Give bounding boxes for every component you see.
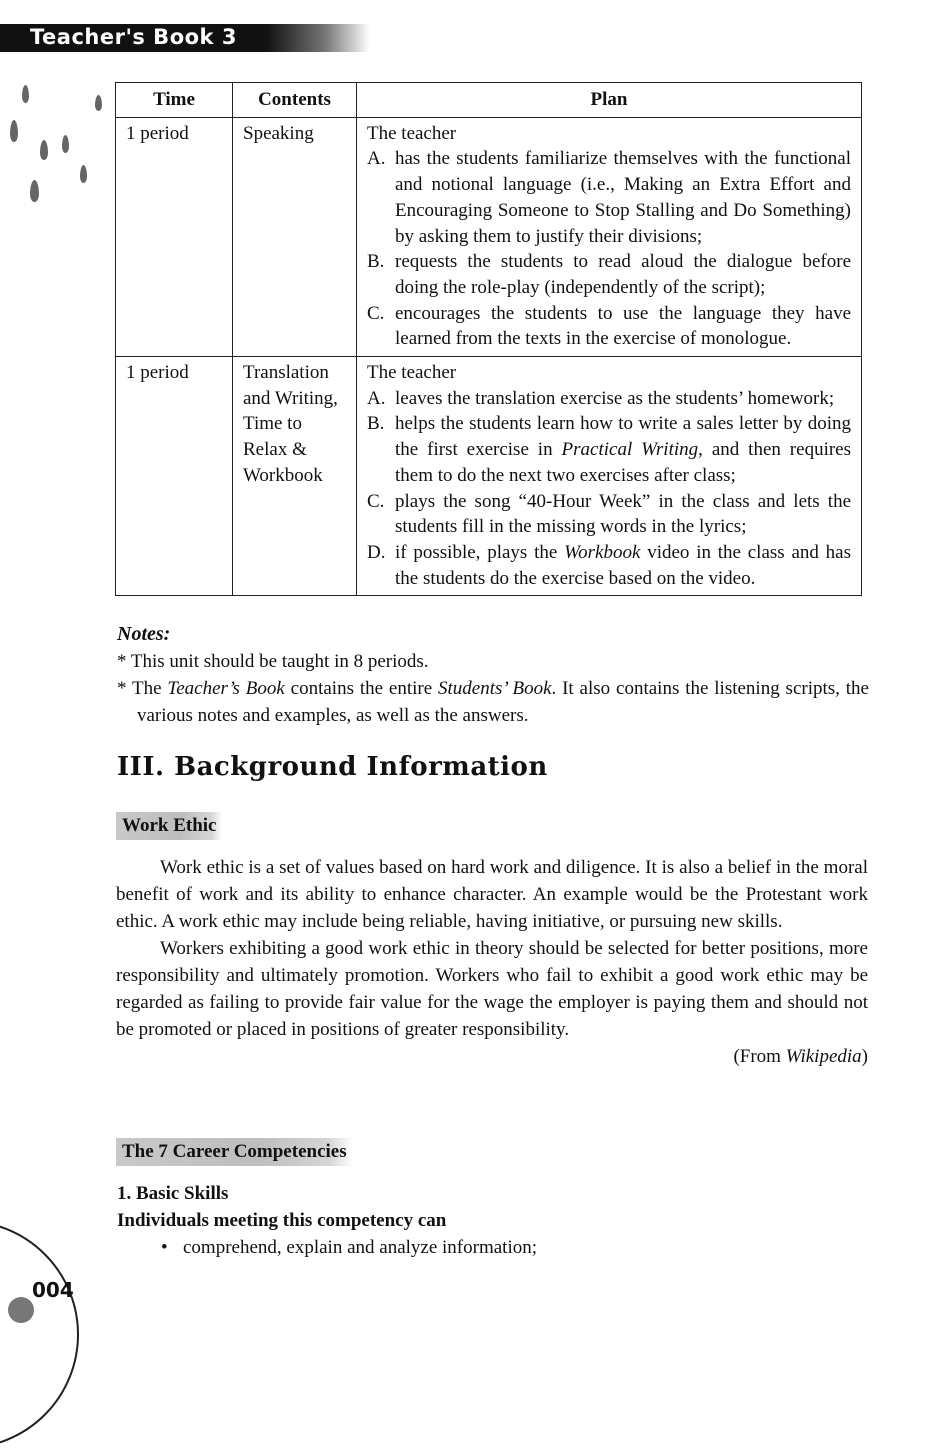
- decorative-drop: [22, 85, 29, 103]
- table-header-row: [116, 83, 862, 118]
- plan-item-letter: D.: [367, 541, 386, 563]
- plan-item-text: [395, 411, 851, 488]
- decorative-drop: [95, 95, 102, 111]
- plan-item-text: leaves the translation exercise as the students’ homework;: [395, 387, 835, 409]
- text-run: ): [861, 1046, 868, 1067]
- text-run: (From: [733, 1046, 786, 1067]
- competencies-body: [117, 1180, 869, 1261]
- note-item: [117, 675, 869, 729]
- plan-item-letter: C.: [367, 302, 385, 324]
- plan-item: [367, 540, 851, 591]
- bullet-icon: •: [161, 1237, 168, 1258]
- decorative-drop: [40, 140, 48, 160]
- text-run: helps the students learn how to write a sales letter by doing the first exercise in: [395, 413, 851, 461]
- plan-item: [367, 301, 851, 352]
- text-run: contains the entire: [284, 678, 438, 699]
- plan-item-text: encourages the students to use the language they have learned from the texts in the exercise of monologue.: [395, 302, 851, 350]
- italic-title: Students’ Book: [438, 678, 552, 699]
- competency-lead: Individuals meeting this competency can: [117, 1210, 447, 1231]
- table-row: [116, 117, 862, 356]
- running-header-title: Teacher's Book 3: [30, 25, 237, 49]
- paragraph: Workers exhibiting a good work ethic in theory should be selected for better positions, more responsibility and ultimately promotion. Workers who fail to exhibit a good work ethic may be regarded as failing to provide fair value for the wage the employer is paying them and should not be promoted or placed in positions of greater responsibility.: [116, 938, 868, 1040]
- text-run: * The: [117, 678, 168, 699]
- work-ethic-body: [116, 854, 868, 1070]
- contents-line: Relax &: [243, 439, 307, 461]
- plan-item: [367, 249, 851, 300]
- paragraph: Work ethic is a set of values based on hard work and diligence. It is also a belief in the moral benefit of work and its ability to enhance character. An example would be the Protestant work ethic. A work ethic may include being reliable, having initiative, or pursuing new skills.: [116, 857, 868, 932]
- contents-line: Translation: [243, 362, 329, 384]
- list-item: [117, 1234, 869, 1261]
- page-number: 004: [32, 1278, 74, 1302]
- contents-cell: [233, 357, 357, 596]
- plan-item-text: has the students familiarize themselves with the functional and notional language (i.e., Making an Extra Effort and Encouraging Someone to Stop Stalling and Do Something) by asking them to justify their divisions;: [395, 148, 851, 247]
- plan-item: [367, 489, 851, 540]
- italic-title: Practical Writing: [561, 439, 699, 461]
- time-cell: 1 period: [116, 117, 233, 356]
- italic-title: Teacher’s Book: [167, 678, 285, 699]
- page-dot-icon: [8, 1297, 34, 1323]
- page-corner-arc: [0, 1220, 79, 1449]
- plan-cell: [357, 357, 862, 596]
- lesson-plan-table: [115, 82, 862, 596]
- plan-item-letter: C.: [367, 490, 385, 512]
- text-run: video in the class and has the students do the exercise based on the video.: [395, 541, 851, 589]
- work-ethic-heading: Work Ethic: [116, 812, 222, 840]
- contents-line: Speaking: [243, 122, 314, 144]
- notes-section: [117, 621, 869, 729]
- decorative-drop: [30, 180, 39, 202]
- notes-title: Notes:: [117, 623, 171, 645]
- contents-line: Workbook: [243, 464, 323, 486]
- decorative-drop: [62, 135, 69, 153]
- plan-intro: The teacher: [367, 122, 457, 144]
- plan-item-letter: A.: [367, 387, 386, 409]
- text-run: , and then requires them to do the next two exercises after class;: [395, 439, 851, 486]
- italic-title: Wikipedia: [785, 1046, 862, 1067]
- plan-item: [367, 146, 851, 249]
- plan-cell: [357, 117, 862, 356]
- contents-line: and Writing,: [243, 387, 338, 409]
- decorative-drop: [80, 165, 87, 183]
- table-row: [116, 357, 862, 596]
- plan-item-letter: A.: [367, 148, 386, 170]
- plan-item-text: plays the song “40-Hour Week” in the class and lets the students fill in the missing words in the lyrics;: [395, 490, 851, 538]
- note-item: * This unit should be taught in 8 periods.: [117, 651, 429, 672]
- decorative-drop: [10, 120, 18, 142]
- plan-item: [367, 386, 851, 412]
- column-header-time: Time: [116, 83, 233, 118]
- italic-title: Workbook: [564, 541, 641, 563]
- competency-title: 1. Basic Skills: [117, 1183, 229, 1204]
- time-cell: 1 period: [116, 357, 233, 596]
- plan-item-letter: B.: [367, 251, 385, 273]
- text-run: . It also contains the listening scripts, the various notes and examples, as well as the answers.: [137, 678, 869, 726]
- text-run: if possible, plays the: [395, 541, 565, 563]
- contents-line: Time to: [243, 413, 302, 435]
- source-citation: [116, 1043, 868, 1070]
- list-item-text: comprehend, explain and analyze information;: [183, 1237, 538, 1258]
- column-header-plan: Plan: [357, 83, 862, 118]
- plan-item-text: [395, 540, 851, 591]
- contents-cell: [233, 117, 357, 356]
- plan-intro: The teacher: [367, 362, 457, 384]
- plan-item-letter: B.: [367, 413, 385, 435]
- plan-item-text: requests the students to read aloud the dialogue before doing the role-play (independently of the script);: [395, 251, 851, 298]
- column-header-contents: Contents: [233, 83, 357, 118]
- section-heading: III. Background Information: [117, 752, 548, 782]
- plan-item: [367, 411, 851, 488]
- competencies-heading: The 7 Career Competencies: [116, 1138, 353, 1166]
